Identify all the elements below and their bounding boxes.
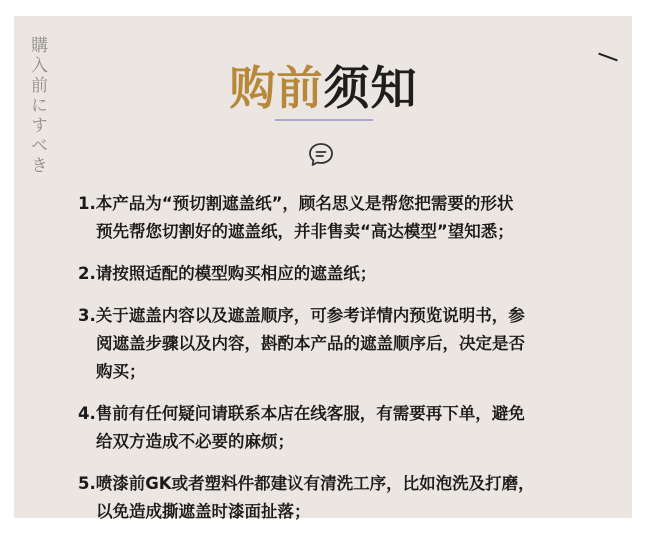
title-underline: [275, 119, 373, 121]
title-highlight: 购前: [229, 61, 324, 115]
title-rest: 须知: [323, 61, 418, 115]
note-line: 5.喷漆前GK或者塑料件都建议有清洗工序，比如泡洗及打磨，: [78, 474, 535, 493]
notes-list: [78, 190, 568, 540]
note-line: 4.售前有任何疑问请联系本店在线客服，有需要再下单，避免: [78, 404, 525, 423]
side-vertical-text: 購入前にすべき: [27, 36, 47, 176]
note-line: 购买；: [96, 362, 146, 381]
note-line: 2.请按照适配的模型购买相应的遮盖纸；: [78, 264, 377, 283]
chat-bubble-icon: [307, 141, 335, 169]
note-line: 给双方造成不必要的麻烦；: [96, 432, 294, 451]
list-item: [78, 400, 568, 456]
list-item: [78, 190, 568, 246]
note-line: 以免造成撕遮盖时漆面扯落；: [96, 502, 311, 521]
note-line: 预先帮您切割好的遮盖纸，并非售卖“高达模型”望知悉；: [96, 222, 514, 241]
note-line: 1.本产品为“预切割遮盖纸”，顾名思义是帮您把需要的形状: [78, 194, 514, 213]
note-line: 阅遮盖步骤以及内容，斟酌本产品的遮盖顺序后，决定是否: [96, 334, 525, 353]
note-line: 3.关于遮盖内容以及遮盖顺序，可参考详情内预览说明书，参: [78, 306, 525, 325]
list-item: [78, 260, 568, 288]
page-title: [0, 52, 647, 118]
list-item: [78, 302, 568, 386]
